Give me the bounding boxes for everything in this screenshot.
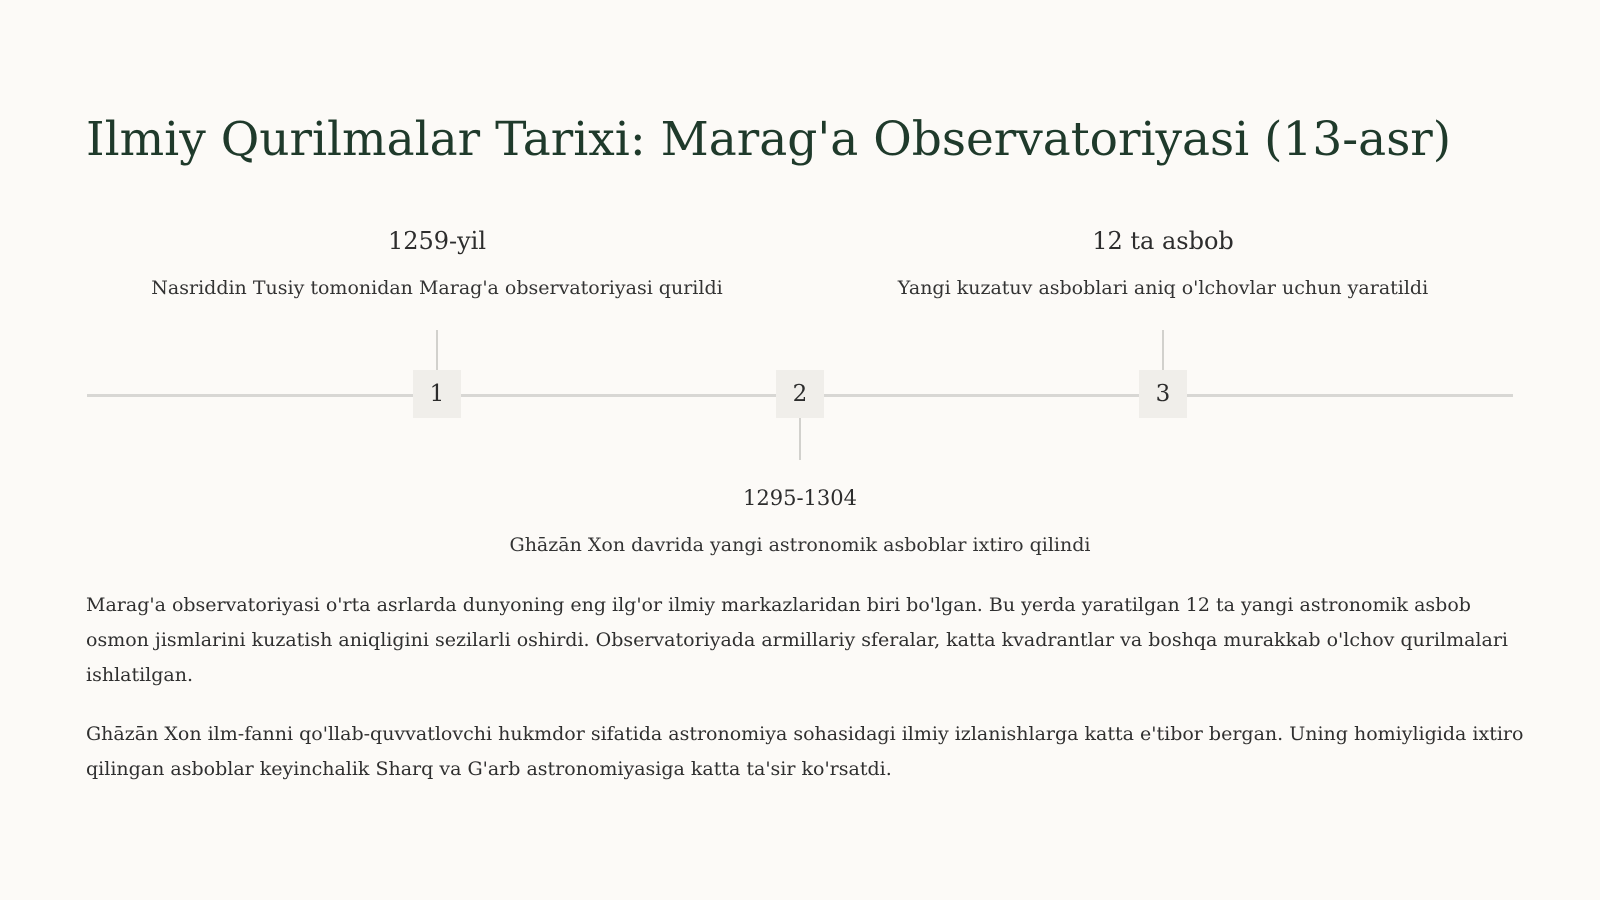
event-description: Yangi kuzatuv asboblari aniq o'lchovlar uchun yaratildi (897, 277, 1429, 299)
body-paragraph-1: Marag'a observatoriyasi o'rta asrlarda dunyoning eng ilg'or ilmiy markazlaridan biri bo'lgan. Bu yerda yaratilgan 12 ta yangi astronomik asbob osmon jismlarini kuzatish aniqligini sezilarli oshirdi. Observatoriyada armillariy sferalar, katta kvadrantlar va boshqa murakkab o'lchov qurilmalari ishlatilgan. (86, 594, 1508, 686)
event-connector-1 (436, 330, 438, 372)
timeline-marker-1: 1 (413, 370, 461, 418)
event-description: Nasriddin Tusiy tomonidan Marag'a observatoriyasi qurildi (151, 277, 723, 299)
event-description: Ghāzān Xon davrida yangi astronomik asboblar ixtiro qilindi (509, 534, 1091, 556)
timeline-marker-2: 2 (776, 370, 824, 418)
body-paragraph-2: Ghāzān Xon ilm-fanni qo'llab-quvvatlovchi hukmdor sifatida astronomiya sohasidagi ilmiy izlanishlarga katta e'tibor bergan. Uning homiyligida ixtiro qilingan asboblar keyinchalik Sharq va G'arb astronomiyasiga katta ta'sir ko'rsatdi. (86, 723, 1524, 780)
event-date: 1295-1304 (743, 486, 857, 510)
page-title: Ilmiy Qurilmalar Tarixi: Marag'a Observatoriyasi (13-asr) (86, 112, 1452, 167)
event-connector-3 (1162, 330, 1164, 372)
timeline-marker-3: 3 (1139, 370, 1187, 418)
event-date: 1259-yil (387, 227, 487, 255)
event-connector-2 (799, 418, 801, 460)
event-date: 12 ta asbob (1092, 227, 1234, 255)
